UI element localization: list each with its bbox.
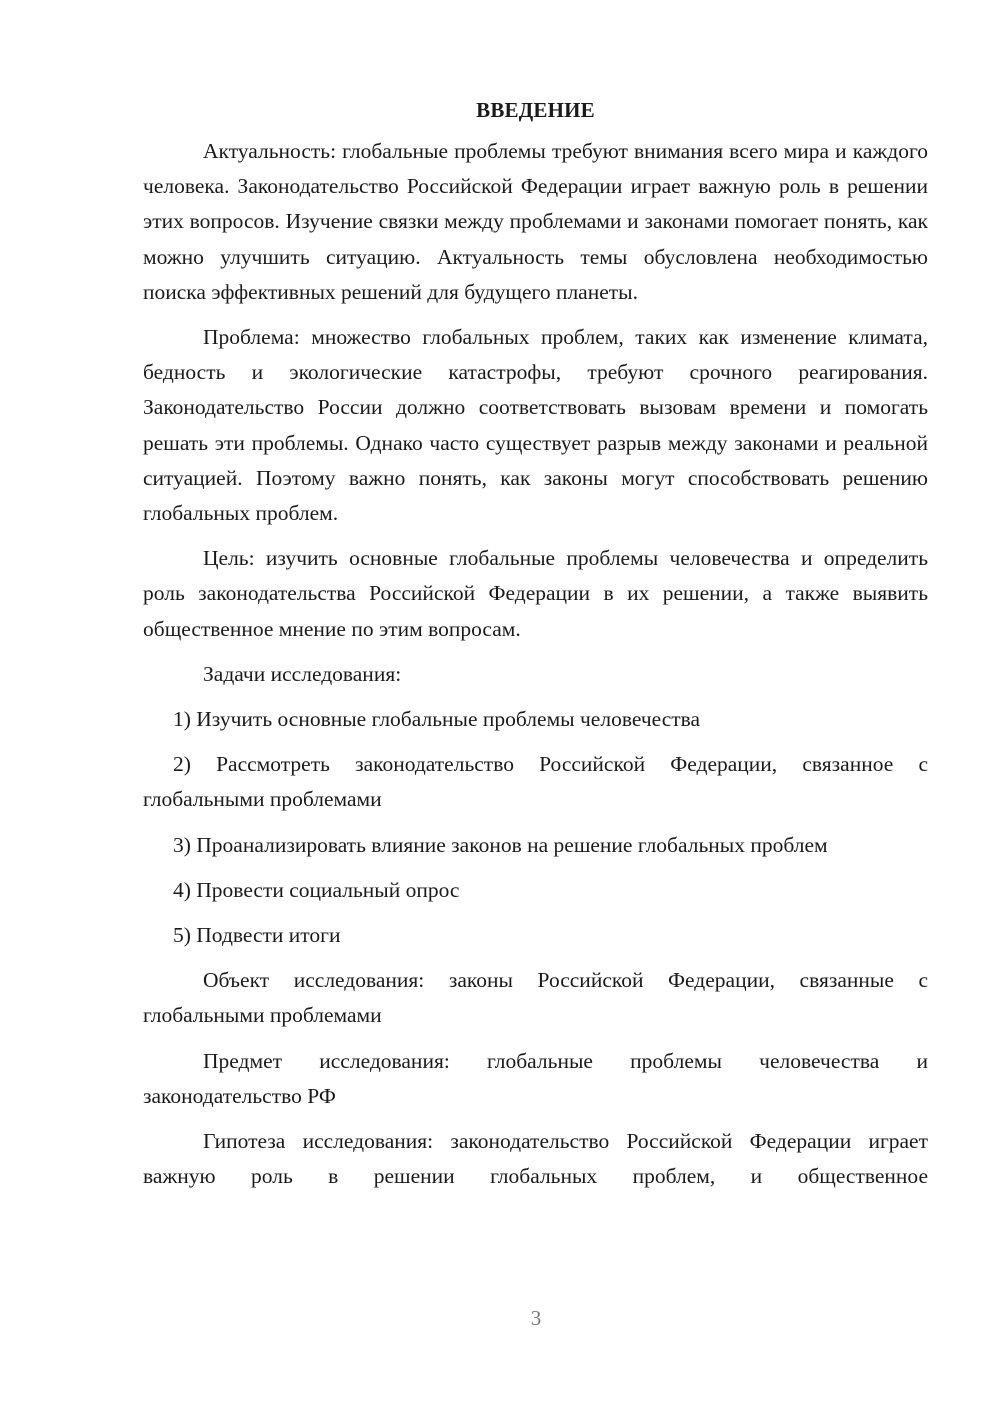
page-title: ВВЕДЕНИЕ xyxy=(476,98,595,122)
task-item: 3) Проанализировать влияние законов на решение глобальных проблем xyxy=(173,832,828,857)
subject-paragraph: Предмет исследования: глобальные проблемы человечества и законодательство РФ xyxy=(143,1048,928,1108)
goal-paragraph: Цель: изучить основные глобальные проблемы человечества и определить роль законодательства Российской Федерации в их решении, а также выявить общественное мнение по этим вопросам. xyxy=(143,546,928,641)
tasks-heading: Задачи исследования: xyxy=(203,661,402,686)
task-item: 1) Изучить основные глобальные проблемы человечества xyxy=(173,707,701,732)
task-item: 5) Подвести итоги xyxy=(173,923,341,948)
task-item: 4) Провести социальный опрос xyxy=(173,877,460,902)
page-number: 3 xyxy=(530,1306,542,1330)
task-item: 2) Рассмотреть законодательство Российской Федерации, связанное с глобальными проблемами xyxy=(143,752,928,812)
object-paragraph: Объект исследования: законы Российской Федерации, связанные с глобальными проблемами xyxy=(143,968,928,1028)
problem-paragraph: Проблема: множество глобальных проблем, таких как изменение климата, бедность и экологические катастрофы, требуют срочного реагирования. Законодательство России должно соответствовать вызовам времени и помогать решать эти проблемы. Однако часто существует разрыв между законами и реальной ситуацией. Поэтому важно понять, как законы могут способствовать решению глобальных проблем. xyxy=(143,325,928,526)
document-page xyxy=(143,96,928,1204)
tasks-list xyxy=(143,702,928,953)
relevance-paragraph: Актуальность: глобальные проблемы требуют внимания всего мира и каждого человека. Законодательство Российской Федерации играет важную роль в решении этих вопросов. Изучение связки между проблемами и законами помогает понять, как можно улучшить ситуацию. Актуальность темы обусловлена необходимостью поиска эффективных решений для будущего планеты. xyxy=(143,139,928,304)
hypothesis-paragraph: Гипотеза исследования: законодательство Российской Федерации играет важную роль в решении глобальных проблем, и общественное xyxy=(143,1129,928,1189)
